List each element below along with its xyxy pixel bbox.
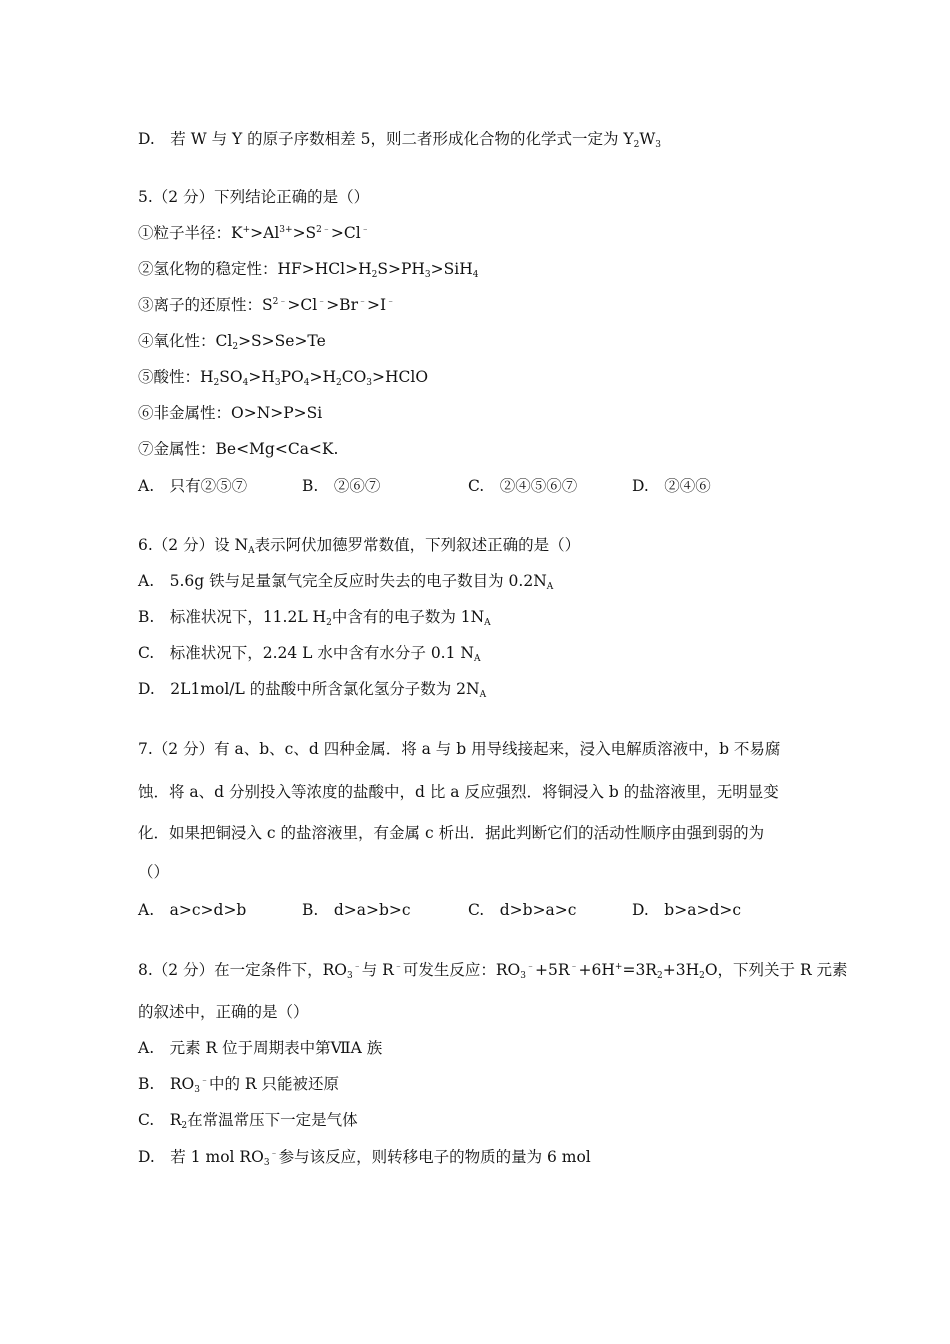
q7-option-b: B. d>a>b>c: [302, 901, 411, 919]
q7-stem-line-3: 化．如果把铜浸入 c 的盐溶液里，有金属 c 析出．据此判断它们的活动性顺序由强到弱的为: [138, 824, 765, 842]
q5-item-4: ④氧化性：$Cl_2>S>Se>Te$: [138, 332, 326, 352]
q5-option-a: A. 只有②⑤⑦: [138, 477, 248, 495]
q8-option-a: A. 元素 R 位于周期表中第ⅦA 族: [138, 1039, 383, 1057]
q5-item-5: ⑤酸性：$H_2SO_4>H_3PO_4>H_2CO_3>HClO$: [138, 368, 429, 388]
q8-option-d: D. 若 1 mol $RO_3^﹣$参与该反应，则转移电子的物质的量为 6 mol: [138, 1148, 591, 1168]
q8-option-b: B. $RO_3^﹣$中的 R 只能被还原: [138, 1075, 339, 1095]
q5-item-1: ①粒子半径：$K^+>Al^{3+}>S^{2﹣}>Cl^﹣$: [138, 224, 370, 242]
q8-stem-line-2: 的叙述中，正确的是（）: [138, 1003, 309, 1021]
q4-option-d: D. 若 W 与 Y 的原子序数相差 5，则二者形成化合物的化学式一定为 $Y_2W_3$: [138, 130, 662, 150]
q7-option-a: A. a>c>d>b: [138, 901, 247, 919]
q8-stem-line-1: 8.（2 分）在一定条件下，$RO_3^﹣$与 R﹣可发生反应：$RO_3^﹣+5R^﹣+6H^+=3R_2+3H_2O$，下列关于 R 元素: [138, 961, 848, 981]
q6-option-c: C. 标准状况下，2.24 L 水中含有水分子 0.1 $N_A$: [138, 644, 481, 664]
q7-stem-line-4: （）: [138, 863, 170, 881]
q7-stem-line-1: 7.（2 分）有 a、b、c、d 四种金属．将 a 与 b 用导线接起来，浸入电解质溶液中，b 不易腐: [138, 740, 781, 758]
q6-option-b: B. 标准状况下，11.2L $H_2$中含有的电子数为 $1N_A$: [138, 608, 491, 628]
q5-option-b: B. ②⑥⑦: [302, 477, 381, 495]
q7-option-d: D. b>a>d>c: [632, 901, 742, 919]
q7-stem-line-2: 蚀．将 a、d 分别投入等浓度的盐酸中，d 比 a 反应强烈．将铜浸入 b 的盐溶液里，无明显变: [138, 783, 779, 801]
q5-option-d: D. ②④⑥: [632, 477, 711, 495]
q6-option-a: A. 5.6g 铁与足量氯气完全反应时失去的电子数目为 $0.2N_A$: [138, 572, 554, 592]
q5-option-c: C. ②④⑤⑥⑦: [468, 477, 578, 495]
q5-item-7: ⑦金属性：Be<Mg<Ca<K.: [138, 440, 339, 458]
q6-option-d: D. 2L1mol/L 的盐酸中所含氯化氢分子数为 $2N_A$: [138, 680, 487, 700]
q5-item-6: ⑥非金属性：O>N>P>Si: [138, 404, 323, 422]
q5-item-3: ③离子的还原性：$S^{2﹣}>Cl^﹣>Br^﹣>I^﹣$: [138, 296, 396, 314]
q6-stem: 6.（2 分）设 $N_A$表示阿伏加德罗常数值，下列叙述正确的是（）: [138, 536, 581, 556]
q5-item-2: ②氢化物的稳定性：$HF>HCl>H_2S>PH_3>SiH_4$: [138, 260, 479, 280]
q8-option-c: C. $R_2$在常温常压下一定是气体: [138, 1111, 358, 1131]
q5-stem: 5.（2 分）下列结论正确的是（）: [138, 188, 370, 206]
q7-option-c: C. d>b>a>c: [468, 901, 577, 919]
